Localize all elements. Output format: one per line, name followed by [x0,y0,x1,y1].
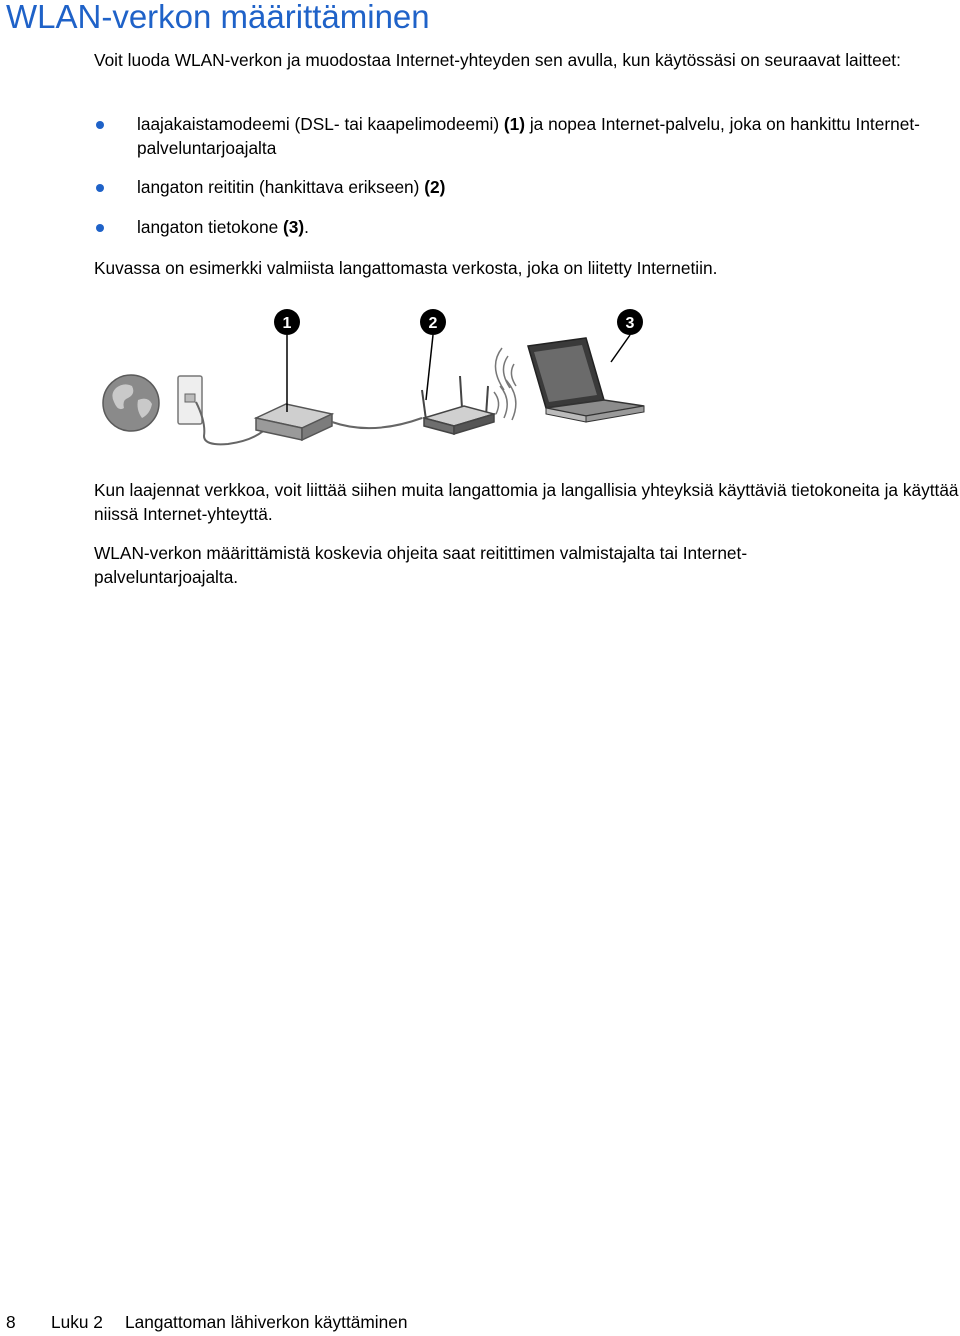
wifi-waves-icon [495,348,516,390]
page-title: WLAN-verkon määrittäminen [6,0,430,35]
callout-number: 2 [428,315,438,332]
modem-icon [256,404,332,440]
figure-caption: Kuvassa on esimerkki valmiista langattomasta verkosta, joka on liitetty Internetiin. [94,258,718,278]
callout-ref: (2) [424,177,446,197]
intro-paragraph: Voit luoda WLAN-verkon ja muodostaa Internet-yhteyden sen avulla, kun käytössäsi on seuraavat laitteet: [94,50,901,70]
wifi-waves-icon [494,380,516,420]
bullet-icon [96,184,104,192]
callout-line [611,335,630,362]
laptop-icon [528,338,644,422]
bullet-text: . [304,217,309,237]
bullet-icon [96,224,104,232]
bullet-text: langaton tietokone [137,217,284,237]
callout-ref: (3) [283,217,305,237]
wall-jack-icon [178,376,202,424]
network-diagram [96,300,656,450]
callout-ref: (1) [503,114,526,134]
callout-number: 1 [282,315,292,332]
bullet-icon [96,121,104,129]
chapter-label: Luku 2 [51,1312,103,1332]
paragraph: Kun laajennat verkkoa, voit liittää siihen muita langattomia ja langallisia yhteyksiä käyttäviä tietokoneita ja käyttää niissä Internet-yhteyttä. [94,480,959,524]
callout-number: 3 [625,315,635,332]
network-illustration [96,300,656,450]
globe-icon [103,375,159,431]
bullet-text: laajakaistamodeemi (DSL- tai kaapelimodeemi) [137,114,504,134]
bullet-text: langaton reititin (hankittava erikseen) [137,177,425,197]
paragraph: WLAN-verkon määrittämistä koskevia ohjeita saat reitittimen valmistajalta tai Internet-palveluntarjoajalta. [94,543,748,587]
bullet-text: ja nopea Internet-palvelu, joka on hankittu Internet-palveluntarjoajalta [137,114,920,158]
callout-line [426,335,433,400]
router-icon [422,376,494,434]
chapter-title: Langattoman lähiverkon käyttäminen [125,1312,408,1332]
page-number: 8 [6,1312,16,1332]
